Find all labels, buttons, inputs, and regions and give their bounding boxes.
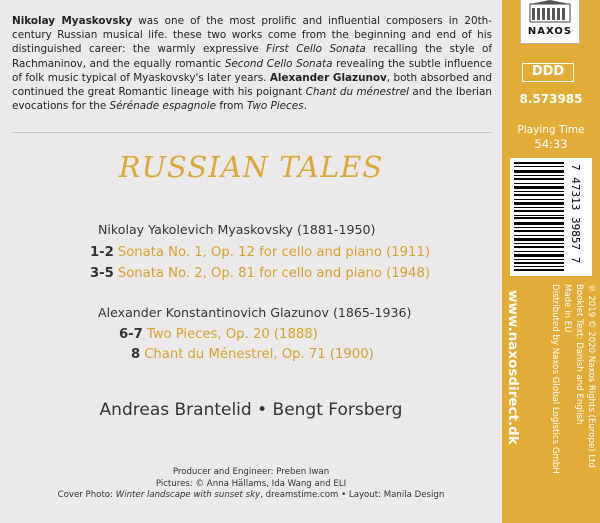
track-list-item	[90, 266, 430, 281]
ddd-badge: DDD	[522, 63, 574, 82]
track-title: Two Pieces, Op. 20 (1888)	[146, 327, 318, 342]
performers: Andreas Brantelid • Bengt Forsberg	[99, 400, 403, 420]
album-title: RUSSIAN TALES	[118, 150, 384, 184]
playing-time-label: Playing Time	[517, 124, 585, 136]
composer-name: Alexander Konstantinovich Glazunov	[98, 305, 329, 320]
intro-text-1: was one of the most prolific and influential composers in 20th-century Russian musical life. these two works come from the beginning and end of his distinguished career: the warmly expressive	[12, 15, 492, 56]
intro-text-5: and the Iberian evocations for the	[12, 86, 492, 113]
intro-paragraph	[12, 14, 492, 113]
track-title: Sonata No. 1, Op. 12 for cello and piano (1911)	[117, 245, 430, 260]
composer-dates: (1881-1950)	[296, 222, 376, 237]
playing-time-value: 54:33	[534, 137, 568, 151]
catalog-number: 8.573985	[519, 92, 583, 106]
intro-composer1: Nikolay Myaskovsky	[12, 15, 133, 27]
divider	[12, 132, 492, 133]
intro-text-2: recalling the style of Rachmaninov, and the equally romantic	[12, 43, 493, 70]
track-list-item	[90, 245, 430, 260]
legal-line: Made in EU	[562, 284, 572, 333]
credit-pictures: Pictures: © Anna Hällams, Ida Wang and ELI	[155, 478, 347, 489]
credit-cover-photo	[0, 490, 502, 502]
legal-line: ℗ 2019 © 2020 Naxos Rights (Europe) Ltd	[586, 284, 596, 468]
credit-producer: Producer and Engineer: Preben Iwan	[172, 467, 330, 477]
composer-myaskovsky	[98, 222, 375, 237]
intro-text-3: revealing the subtle influence of folk music typical of Myaskovsky's later years.	[12, 57, 492, 84]
barcode-digits: 7 47313 39857 7	[569, 164, 582, 264]
intro-work2: Second Cello Sonata	[224, 57, 333, 70]
track-number: 3-5	[90, 266, 114, 281]
composer-dates: (1865-1936)	[332, 305, 412, 320]
track-list-item	[131, 347, 374, 362]
legal-line: Distributed by Naxos Global Logistics GmbH	[550, 284, 560, 474]
intro-text-4: , both absorbed and continued the great Romantic lineage with his poignant	[12, 71, 492, 99]
composer-glazunov	[98, 305, 411, 320]
legal-line: Booklet Text: Danish and English	[574, 284, 584, 425]
intro-text-7: .	[303, 100, 307, 113]
credits	[0, 467, 502, 502]
intro-work5: Two Pieces	[246, 100, 304, 113]
credit-cover-prefix: Cover Photo:	[57, 490, 116, 500]
track-title: Sonata No. 2, Op. 81 for cello and piano (1948)	[117, 266, 430, 281]
intro-work3: Chant du ménestrel	[305, 86, 409, 99]
track-number: 6-7	[119, 327, 143, 342]
barcode-bars	[510, 158, 592, 276]
track-title: Chant du Ménestrel, Op. 71 (1900)	[144, 347, 374, 362]
intro-work1: First Cello Sonata	[266, 43, 366, 56]
track-number: 8	[131, 347, 141, 362]
intro-text-6: from	[216, 100, 247, 113]
logo-text: NAXOS	[527, 26, 573, 37]
credit-cover-suffix: , dreamstime.com • Layout: Manila Design	[260, 490, 445, 500]
intro-work4: Sérénade espagnole	[109, 100, 217, 113]
naxos-crest-icon	[521, 0, 579, 26]
track-list-item	[119, 327, 318, 342]
track-number: 1-2	[90, 245, 114, 260]
credit-cover-title: Winter landscape with sunset sky	[115, 490, 261, 500]
intro-composer2: Alexander Glazunov	[269, 71, 387, 84]
composer-name: Nikolay Yakolevich Myaskovsky	[98, 222, 293, 237]
website-url: www.naxosdirect.dk	[505, 290, 521, 445]
naxos-logo	[520, 0, 580, 44]
barcode	[510, 158, 592, 276]
